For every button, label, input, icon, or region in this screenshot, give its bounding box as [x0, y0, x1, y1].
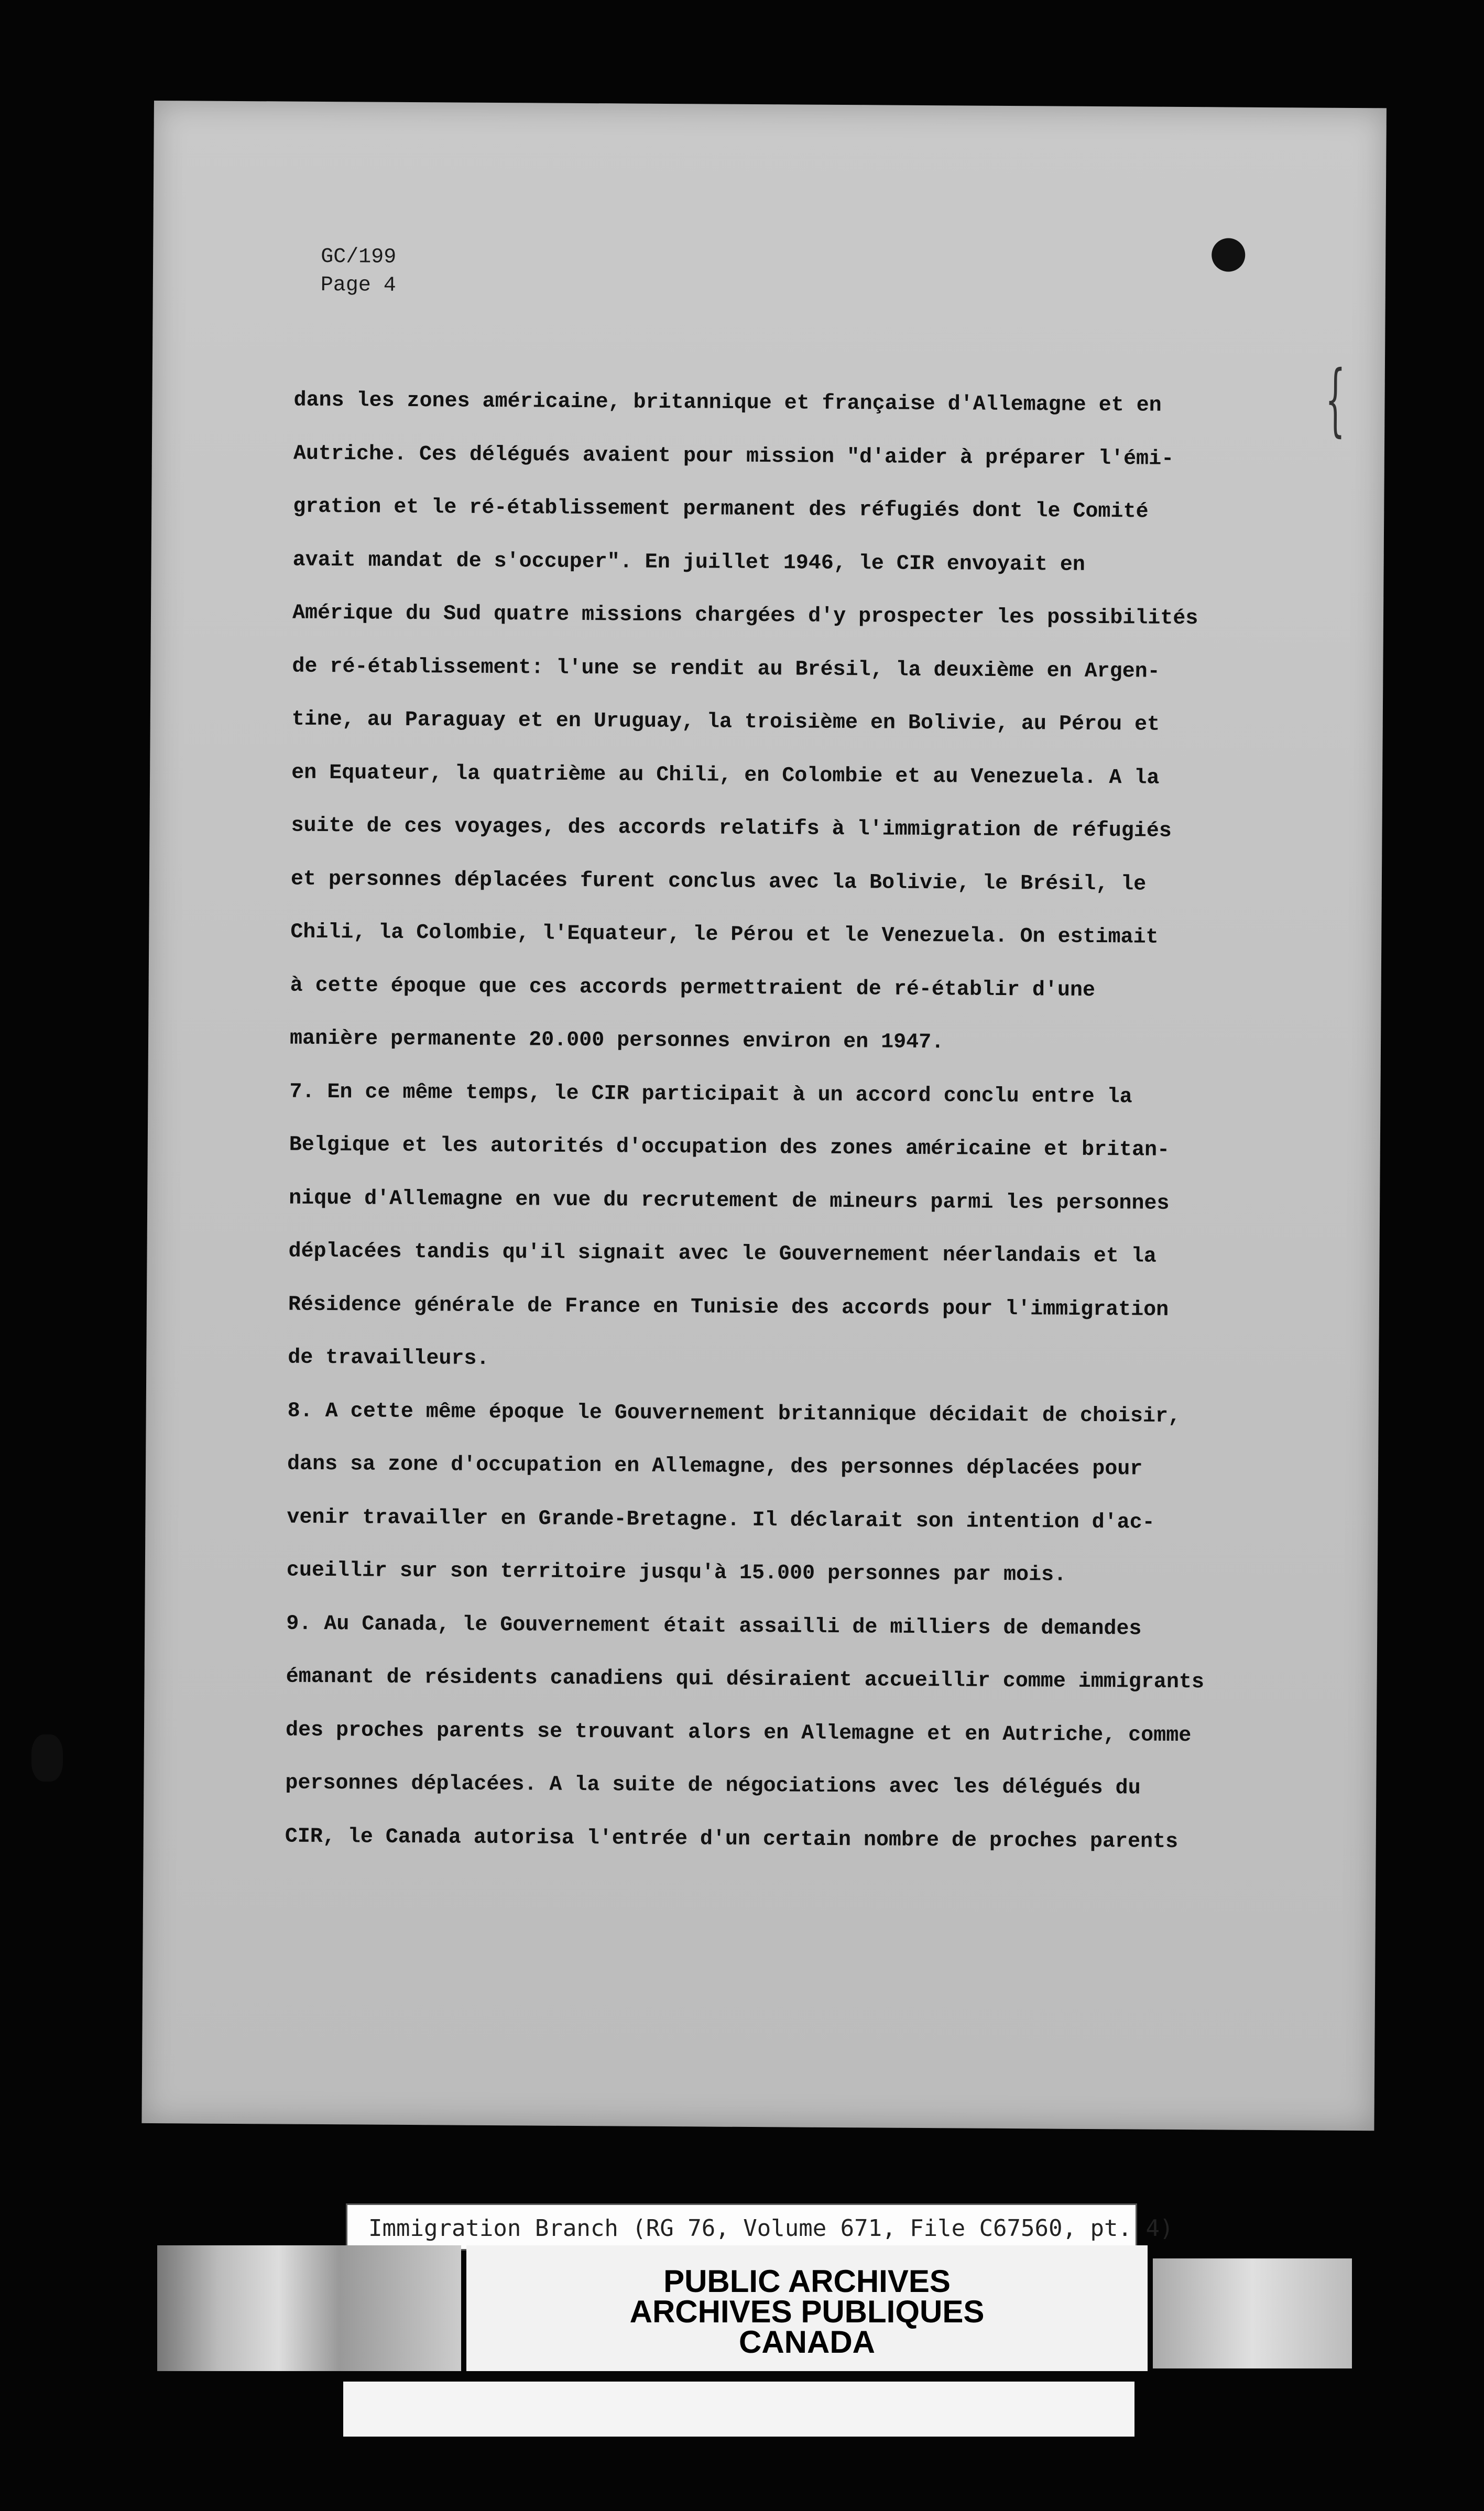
text-line: de ré-établissement: l'une se rendit au Brésil, la deuxième en Argen-: [292, 654, 1160, 684]
text-line: cueillir sur son territoire jusqu'à 15.000 personnes par mois.: [286, 1558, 1067, 1587]
text-line: 8. A cette même époque le Gouvernement britannique décidait de choisir,: [287, 1399, 1181, 1428]
text-line: venir travailler en Grande-Bretagne. Il déclarait son intention d'ac-: [287, 1505, 1155, 1535]
text-line: Autriche. Ces délégués avaient pour mission "d'aider à préparer l'émi-: [293, 442, 1174, 471]
text-line: et personnes déplacées furent conclus avec la Bolivie, le Brésil, le: [290, 867, 1147, 897]
film-leader-left: [157, 2245, 461, 2371]
text-line: dans sa zone d'occupation en Allemagne, des personnes déplacées pour: [287, 1452, 1143, 1481]
text-line: gration et le ré-établissement permanent des réfugiés dont le Comité: [293, 495, 1149, 524]
text-line: Résidence générale de France en Tunisie des accords pour l'immigration: [288, 1293, 1169, 1322]
public-archives-stamp: [466, 2245, 1148, 2371]
text-line: CIR, le Canada autorisa l'entrée d'un certain nombre de proches parents: [285, 1825, 1179, 1854]
text-line: avait mandat de s'occuper". En juillet 1946, le CIR envoyait en: [292, 548, 1086, 577]
stamp-line: PUBLIC ARCHIVES: [663, 2264, 951, 2299]
text-line: suite de ces voyages, des accords relatifs à l'immigration de réfugiés: [291, 814, 1172, 843]
text-line: émanant de résidents canadiens qui désiraient accueillir comme immigrants: [286, 1665, 1205, 1695]
text-line: Belgique et les autorités d'occupation des zones américaine et britan-: [289, 1133, 1170, 1162]
page-number: Page 4: [320, 273, 397, 298]
text-line: personnes déplacées. A la suite de négociations avec les délégués du: [285, 1771, 1141, 1800]
text-line: Amérique du Sud quatre missions chargées d'y prospecter les possibilités: [292, 601, 1198, 631]
text-line: Chili, la Colombie, l'Equateur, le Pérou et le Venezuela. On estimait: [290, 920, 1159, 949]
text-line: tine, au Paraguay et en Uruguay, la troisième en Bolivie, au Pérou et: [291, 707, 1160, 737]
film-smudge: [31, 1734, 63, 1782]
film-leader-right: [1153, 2258, 1352, 2368]
text-line: 9. Au Canada, le Gouvernement était assailli de milliers de demandes: [286, 1612, 1142, 1641]
document-reference: GC/199: [321, 245, 397, 269]
text-line: 7. En ce même temps, le CIR participait à un accord conclu entre la: [289, 1080, 1132, 1109]
text-line: à cette époque que ces accords permettraient de ré-établir d'une: [290, 974, 1096, 1002]
document-page: [141, 101, 1387, 2131]
text-line: dans les zones américaine, britannique et française d'Allemagne et en: [293, 388, 1162, 418]
text-line: manière permanente 20.000 personnes environ en 1947.: [289, 1027, 944, 1055]
stamp-line: CANADA: [739, 2324, 875, 2360]
paragraph-continuation: [290, 374, 1316, 1072]
text-line: de travailleurs.: [288, 1346, 489, 1371]
text-line: en Equateur, la quatrième au Chili, en Colombie et au Venezuela. A la: [291, 761, 1160, 790]
blank-label-strip: [343, 2382, 1134, 2437]
paragraph-9: [285, 1597, 1308, 1869]
text-line: nique d'Allemagne en vue du recrutement de mineurs parmi les personnes: [289, 1186, 1170, 1216]
text-line: déplacées tandis qu'il signait avec le Gouvernement néerlandais et la: [288, 1239, 1156, 1269]
document-header: [321, 243, 397, 300]
text-line: des proches parents se trouvant alors en Allemagne et en Autriche, comme: [285, 1718, 1192, 1748]
paragraph-8: [287, 1384, 1310, 1603]
paragraph-7: [288, 1065, 1312, 1391]
archive-reference-label: Immigration Branch (RG 76, Volume 671, File C67560, pt. 4): [346, 2203, 1137, 2251]
stamp-line: ARCHIVES PUBLIQUES: [629, 2294, 985, 2329]
margin-bracket-mark: {: [1325, 354, 1346, 445]
punch-hole: [1212, 238, 1245, 271]
document-body: [285, 374, 1315, 1870]
